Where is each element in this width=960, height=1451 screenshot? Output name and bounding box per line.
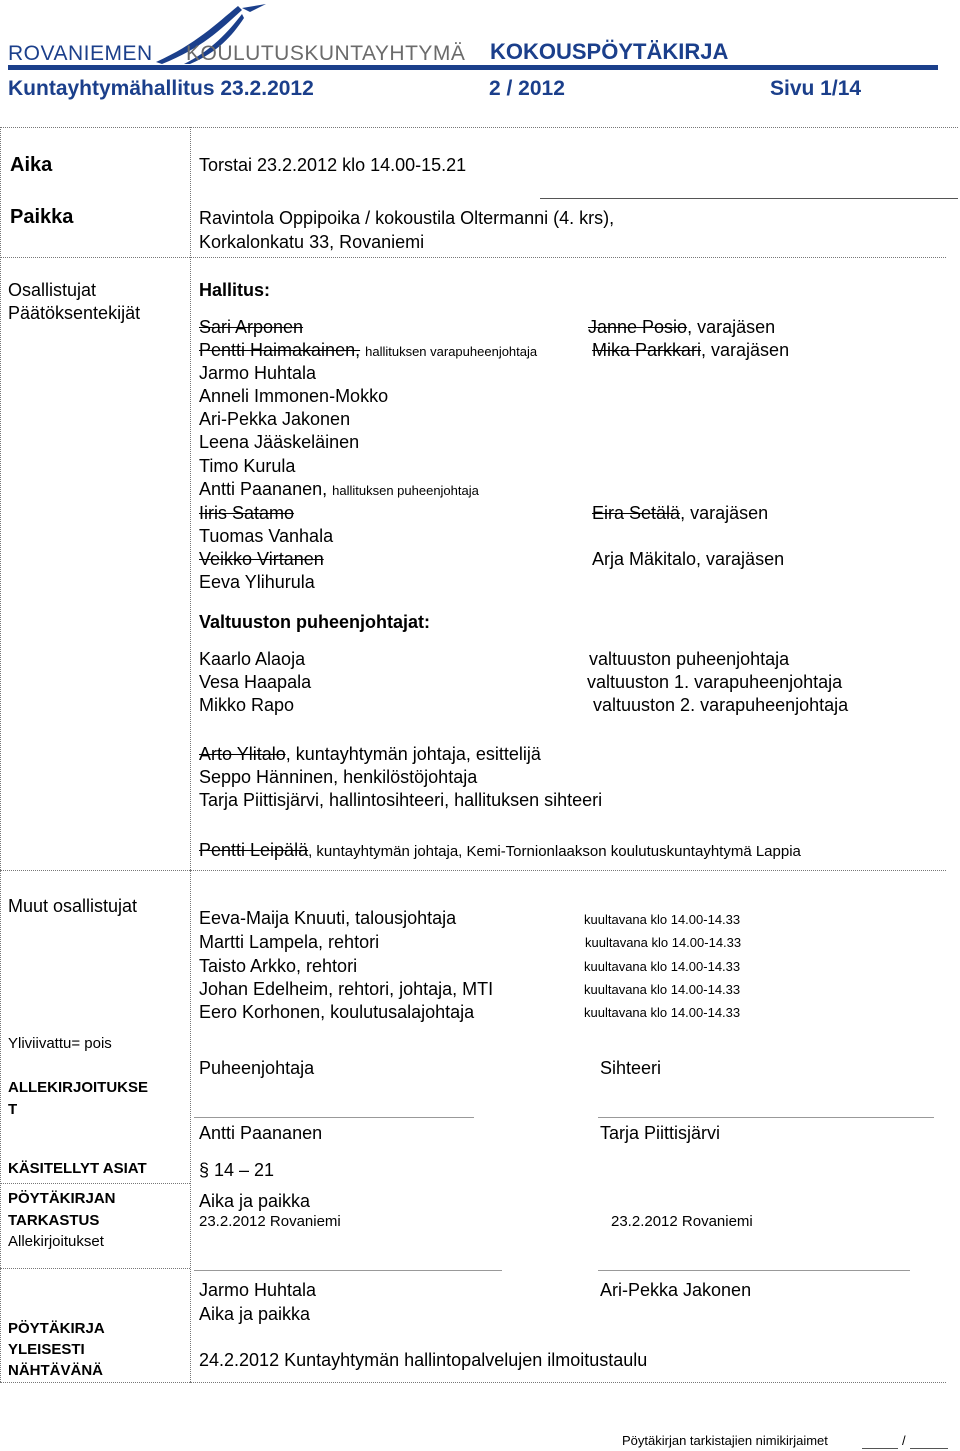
tarkastus-date: 23.2.2012 Rovaniemi — [611, 1213, 753, 1230]
member-name: Ari-Pekka Jakonen — [199, 409, 351, 429]
row-divider-paikka — [0, 257, 190, 258]
other-participant — [199, 744, 541, 765]
valtuusto-role: valtuuston 1. varapuheenjohtaja — [587, 672, 843, 692]
paikka-line2: Korkalonkatu 33, Rovaniemi — [199, 232, 425, 252]
signature-line — [598, 1117, 934, 1118]
muut-note: Yliviivattu= pois — [8, 1035, 112, 1052]
aika-value: Torstai 23.2.2012 klo 14.00-15.21 — [199, 155, 467, 175]
meeting-number: 2 / 2012 — [489, 77, 565, 100]
substitute-name: Eira Setälä — [592, 503, 681, 523]
member-name: Jarmo Huhtala — [199, 363, 317, 383]
nahtavana-label: PÖYTÄKIRJA — [8, 1320, 105, 1337]
paikka-line1: Ravintola Oppipoika / kokoustila Oltermanni (4. krs), — [199, 208, 615, 228]
asiat-label: KÄSITELLYT ASIAT — [8, 1160, 147, 1177]
logo — [6, 4, 466, 65]
signer-name: Antti Paananen — [199, 1123, 323, 1143]
tarkastus-aika-label: Aika ja paikka — [199, 1191, 311, 1211]
row-divider-paikka-right — [190, 257, 946, 258]
table-left-border — [0, 127, 1, 1382]
valtuusto-name: Kaarlo Alaoja — [199, 649, 306, 669]
other-name: Pentti Leipälä — [199, 840, 309, 860]
member-name: Tuomas Vanhala — [199, 526, 334, 546]
aika-label: Aika — [10, 154, 53, 176]
nahtavana-value: 24.2.2012 Kuntayhtymän hallintopalvelujen ilmoitustaulu — [199, 1350, 648, 1370]
member-row — [199, 479, 479, 500]
tarkastus-label-3: Allekirjoitukset — [8, 1233, 104, 1250]
signer-role: Sihteeri — [600, 1058, 662, 1078]
signer-name: Tarja Piittisjärvi — [600, 1123, 721, 1143]
nahtavana-label-3: NÄHTÄVÄNÄ — [8, 1362, 103, 1379]
muut-name: Taisto Arkko, rehtori — [199, 956, 358, 976]
substitute-role: , varajäsen — [701, 340, 790, 360]
nahtavana-label-2: YLEISESTI — [8, 1341, 85, 1358]
asiat-value: § 14 – 21 — [199, 1160, 275, 1180]
substitute-role: , varajäsen — [687, 317, 776, 337]
header-divider — [8, 65, 938, 70]
valtuusto-name: Mikko Rapo — [199, 695, 295, 715]
muut-name: Martti Lampela, rehtori — [199, 932, 380, 952]
member-name: Leena Jääskeläinen — [199, 432, 360, 452]
muut-name: Eero Korhonen, koulutusalajohtaja — [199, 1002, 475, 1022]
aika-underline — [540, 198, 958, 199]
muut-time: kuultavana klo 14.00-14.33 — [585, 935, 742, 950]
member-name: Eeva Ylihurula — [199, 572, 315, 592]
other-name: Arto Ylitalo — [199, 744, 286, 764]
osallistujat-label: Osallistujat — [8, 280, 97, 300]
member-name: Pentti Haimakainen, — [199, 340, 361, 360]
table-bottom-left — [0, 1382, 190, 1383]
row-divider-tarkastus — [0, 1183, 190, 1184]
substitute-name: Arja Mäkitalo, varajäsen — [592, 549, 785, 569]
muut-name: Johan Edelheim, rehtori, johtaja, MTI — [199, 979, 494, 999]
initials-line — [910, 1448, 948, 1449]
muut-time: kuultavana klo 14.00-14.33 — [584, 982, 741, 997]
muut-name: Eeva-Maija Knuuti, talousjohtaja — [199, 908, 457, 928]
document-type: KOKOUSPÖYTÄKIRJA — [490, 39, 729, 64]
signature-line — [598, 1270, 910, 1271]
tarkastus-label-2: TARKASTUS — [8, 1212, 100, 1229]
member-name: Timo Kurula — [199, 456, 296, 476]
member-name: Iiris Satamo — [199, 503, 295, 523]
other-participant: Tarja Piittisjärvi, hallintosihteeri, hallituksen sihteeri — [199, 790, 603, 810]
footer-text: Pöytäkirjan tarkistajien nimikirjaimet — [622, 1433, 828, 1448]
tarkastus-label: PÖYTÄKIRJAN — [8, 1190, 116, 1207]
meeting-title: Kuntayhtymähallitus 23.2.2012 — [8, 77, 314, 100]
substitute-name: Mika Parkkari — [592, 340, 702, 360]
member-role: hallituksen puheenjohtaja — [332, 483, 479, 498]
row-divider-muut-right — [190, 870, 946, 871]
initials-line — [862, 1448, 898, 1449]
row-divider-muut — [0, 870, 190, 871]
muut-label: Muut osallistujat — [8, 896, 138, 916]
paikka-label: Paikka — [10, 206, 74, 228]
allekirjoitukset-label: ALLEKIRJOITUKSE — [8, 1079, 149, 1096]
signer-role: Puheenjohtaja — [199, 1058, 315, 1078]
substitute — [592, 503, 768, 524]
member-name: Anneli Immonen-Mokko — [199, 386, 389, 406]
table-bottom-right — [190, 1382, 946, 1383]
other-role: , kuntayhtymän johtaja, Kemi-Tornionlaakson koulutuskuntayhtymä Lappia — [308, 843, 801, 860]
member-name: Veikko Virtanen — [199, 549, 324, 569]
member-name: Antti Paananen, — [199, 479, 328, 499]
substitute-role: , varajäsen — [680, 503, 769, 523]
nahtavana-aika-label: Aika ja paikka — [199, 1304, 311, 1324]
column-divider — [190, 127, 191, 1382]
signature-line — [194, 1117, 474, 1118]
footer-separator: / — [902, 1433, 906, 1448]
svg-text:ROVANIEMEN: ROVANIEMEN — [8, 42, 153, 65]
tarkastus-date: 23.2.2012 Rovaniemi — [199, 1213, 341, 1230]
other-participant: Seppo Hänninen, henkilöstöjohtaja — [199, 767, 478, 787]
page-number: Sivu 1/14 — [770, 77, 862, 100]
member-name: Sari Arponen — [199, 317, 304, 337]
tarkastaja-name: Jarmo Huhtala — [199, 1280, 317, 1300]
tarkastaja-name: Ari-Pekka Jakonen — [600, 1280, 752, 1300]
svg-text:KOULUTUSKUNTAYHTYMÄ: KOULUTUSKUNTAYHTYMÄ — [186, 42, 466, 65]
substitute-name: Janne Posio — [588, 317, 688, 337]
member-row — [199, 549, 324, 570]
other-participant — [199, 840, 801, 861]
paatoksentekijat-label: Päätöksentekijät — [8, 303, 141, 323]
member-row — [199, 317, 303, 338]
valtuusto-role: valtuuston 2. varapuheenjohtaja — [593, 695, 849, 715]
allekirjoitukset-label-cont: T — [8, 1101, 18, 1118]
row-divider-nahtavana — [0, 1268, 190, 1269]
muut-time: kuultavana klo 14.00-14.33 — [584, 1005, 741, 1020]
valtuusto-title: Valtuuston puheenjohtajat: — [199, 612, 431, 632]
valtuusto-role: valtuuston puheenjohtaja — [589, 649, 790, 669]
member-row — [199, 503, 294, 524]
member-row — [199, 340, 537, 361]
member-role: hallituksen varapuheenjohtaja — [365, 344, 538, 359]
hallitus-title: Hallitus: — [199, 280, 271, 300]
substitute — [588, 317, 775, 338]
other-role: , kuntayhtymän johtaja, esittelijä — [285, 744, 541, 764]
signature-line — [194, 1270, 502, 1271]
muut-time: kuultavana klo 14.00-14.33 — [584, 912, 741, 927]
table-top-border — [0, 127, 958, 128]
valtuusto-name: Vesa Haapala — [199, 672, 312, 692]
substitute — [592, 340, 789, 361]
logo-mark — [6, 4, 466, 65]
muut-time: kuultavana klo 14.00-14.33 — [584, 959, 741, 974]
